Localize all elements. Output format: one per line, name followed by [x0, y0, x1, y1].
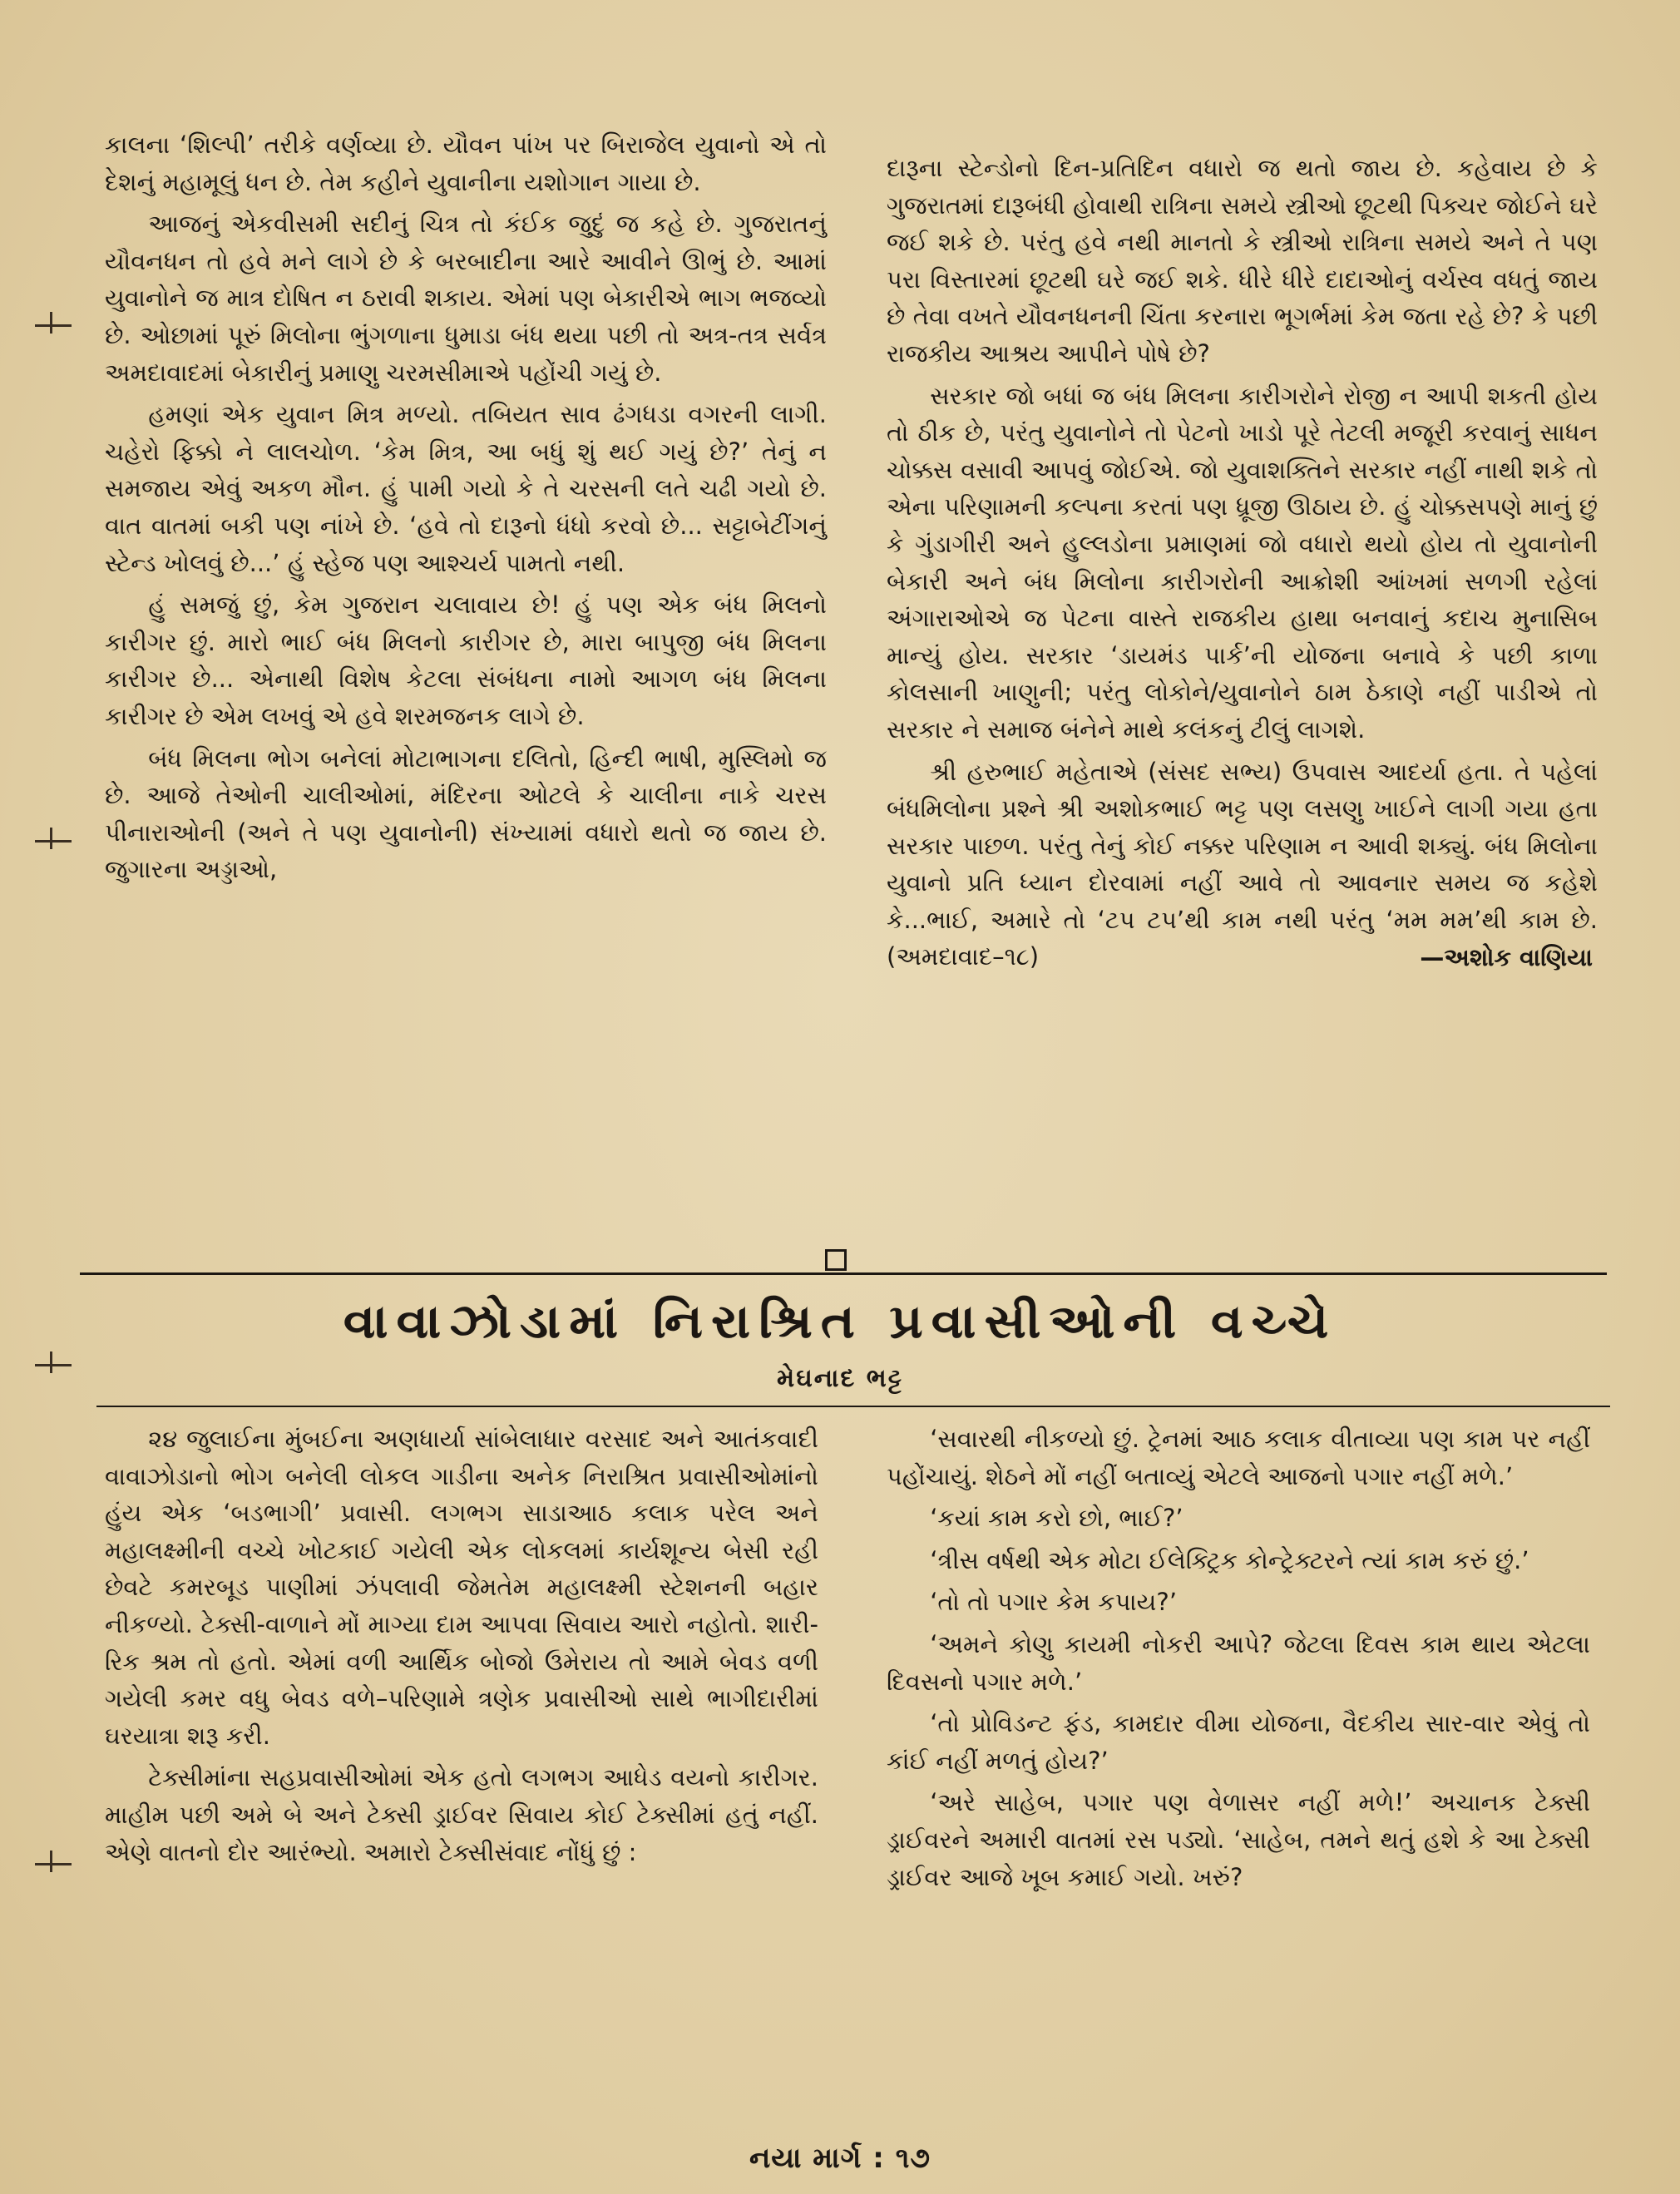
paragraph: ટેક્સીમાંના સહપ્રવાસીઓમાં એક હતો લગભગ આધેડ વયનો કારીગર. માહીમ પછી અમે બે અને ટેક્સી ડ્રાઈવર સિવાય કોઈ ટેક્સીમાં હતું નહીં. એણે વાતનો દોર આરંભ્યો. અમારો ટેક્સીસંવાદ નોંધું છું : [105, 1763, 818, 1866]
paragraph: આજનું એકવીસમી સદીનું ચિત્ર તો કંઈક જુદું જ કહે છે. ગુજરાતનું યૌવનધન તો હવે મને લાગે છે કે બરબાદીના આરે આવીને ઊભું છે. આમાં યુવાનોને જ માત્ર દોષિત ન ઠરાવી શકાય. એમાં પણ બેકારીએ ભાગ ભજવ્યો છે. ઓછામાં પૂરું મિલોના ભુંગળાના ધુમાડા બંધ થયા પછી તો અત્ર-તત્ર સર્વત્ર અમદાવાદમાં બેકારીનું પ્રમાણુ ચરમસીમાએ પહોંચી ગયું છે. [105, 210, 827, 387]
section-divider [80, 1272, 1607, 1275]
bottom-article-left-column [105, 1421, 818, 1870]
paragraph: દારૂના સ્ટેન્ડોનો દિન-પ્રતિદિન વધારો જ થતો જાય છે. કહેવાય છે કે ગુજરાતમાં દારૂબંધી હોવાથી રાત્રિના સમયે સ્ત્રીઓ છૂટથી પિક્ચર જોઈને ઘરે જઈ શકે છે. પરંતુ હવે નથી માનતો કે સ્ત્રીઓ રાત્રિના સમયે અને તે પણ પરા વિસ્તારમાં છૂટથી ઘરે જઈ શકે. ધીરે ધીરે દાદાઓનું વર્ચસ્વ વધતું જાય છે તેવા વખતે યૌવનધનની ચિંતા કરનારા ભૂગર્ભમાં કેમ જતા રહે છે? કે પછી રાજકીય આશ્રય આપીને પોષે છે? [887, 154, 1598, 368]
paragraph: હમણાં એક યુવાન મિત્ર મળ્યો. તબિયત સાવ ઢંગધડા વગરની લાગી. ચહેરો ફિક્કો ને લાલચોળ. ‘કેમ મિત્ર, આ બધું શું થઈ ગયું છે?’ તેનું ન સમજાય એવું અકળ મૌન. હું પામી ગયો કે તે ચરસની લતે ચઢી ગયો છે. વાત વાતમાં બકી પણ નાંખે છે. ‘હવે તો દારૂનો ધંધો કરવો છે... સટ્ટાબેટીંગનું સ્ટેન્ડ ખોલવું છે...’ હું સ્હેજ પણ આશ્ચર્ય પામતો નથી. [105, 400, 827, 577]
dialogue-line: ‘તો પ્રોવિડન્ટ ફંડ, કામદાર વીમા યોજના, વૈદકીય સાર-વાર એવું તો કાંઈ નહીં મળતું હોય?’ [887, 1709, 1590, 1775]
torn-edge-mark [35, 840, 72, 851]
paragraph: બંધ મિલના ભોગ બનેલાં મોટાભાગના દલિતો, હિન્દી ભાષી, મુસ્લિમો જ છે. આજે તેઓની ચાલીઓમાં, મંદિરના ઓટલે કે ચાલીના નાકે ચરસ પીનારાઓની (અને તે પણ યુવાનોની) સંખ્યામાં વધારો થતો જ જાય છે. જુગારના અડ્ડાઓ, [105, 744, 827, 884]
bottom-article-right-column [887, 1421, 1590, 1895]
paragraph: હું સમજું છું, કેમ ગુજરાન ચલાવાય છે! હું પણ એક બંધ મિલનો કારીગર છું. મારો ભાઈ બંધ મિલનો કારીગર છે, મારા બાપુજી બંધ મિલના કારીગર છે... એનાથી વિશેષ કેટલા સંબંધના નામો આગળ બંધ મિલના કારીગર છે એમ લખવું એ હવે શરમજનક લાગે છે. [105, 591, 827, 730]
paragraph: ૨૪ જુલાઈના મુંબઈના અણધાર્યા સાંબેલાધાર વરસાદ અને આતંકવાદી વાવાઝોડાનો ભોગ બનેલી લોકલ ગાડીના અનેક નિરાશ્રિત પ્રવાસીઓમાંનો હુંય એક ‘બડભાગી’ પ્રવાસી. લગભગ સાડાઆઠ કલાક પરેલ અને મહાલક્ષ્મીની વચ્ચે ખોટકાઈ ગયેલી એક લોકલમાં કાર્યશૂન્ય બેસી રહી છેવટે કમરબૂડ પાણીમાં ઝંપલાવી જેમતેમ મહાલક્ષ્મી સ્ટેશનની બહાર નીકળ્યો. ટેક્સી-વાળાને મોં માગ્યા દામ આપવા સિવાય આરો નહોતો. શારી-રિક શ્રમ તો હતો. એમાં વળી આર્થિક બોજો ઉમેરાય તો આમે બેવડ વળી ગયેલી કમર વધુ બેવડ વળે–પરિણામે ત્રણેક પ્રવાસીઓ સાથે ભાગીદારીમાં ઘરયાત્રા શરૂ કરી. [105, 1425, 818, 1750]
dialogue-line: ‘અમને કોણુ કાયમી નોકરી આપે? જેટલા દિવસ કામ થાય એટલા દિવસનો પગાર મળે.’ [887, 1629, 1590, 1696]
paragraph: શ્રી હરુભાઈ મહેતાએ (સંસદ સભ્ય) ઉપવાસ આદર્યા હતા. તે પહેલાં બંધમિલોના પ્રશ્ને શ્રી અશોકભાઈ ભટ્ટ પણ લસણુ ખાઈને લાગી ગયા હતા સરકાર પાછળ. પરંતુ તેનું કોઈ નક્કર પરિણામ ન આવી શક્યું. બંધ મિલોના યુવાનો પ્રતિ ધ્યાન દોરવામાં નહીં આવે તો આવનાર સમય જ કહેશે કે...ભાઈ, અમારે તો ‘ટપ ટપ’થી કામ નથી પરંતુ ‘મમ મમ’થી કામ છે. (અમદાવાદ–૧૮) [887, 757, 1598, 971]
top-article-right-column [887, 150, 1598, 976]
paragraph: કાલના ‘શિલ્પી’ તરીકે વર્ણવ્યા છે. યૌવન પાંખ પર બિરાજેલ યુવાનો એ તો દેશનું મહામૂલું ધન છે. તેમ કહીને યુવાનીના યશોગાન ગાયા છે. [105, 131, 827, 196]
article-headline: વાવાઝોડામાં નિરાશ્રિત પ્રવાસીઓની વચ્ચે [343, 1293, 1337, 1349]
dialogue-line: ‘ત્રીસ વર્ષથી એક મોટા ઈલેક્ટ્રિક કોન્ટ્રેક્ટરને ત્યાં કામ કરું છું.’ [930, 1545, 1529, 1574]
dialogue-line: ‘તો તો પગાર કેમ કપાય?’ [930, 1588, 1178, 1617]
headline-underline [96, 1406, 1610, 1407]
article-end-square-icon [825, 1249, 847, 1271]
torn-edge-mark [35, 324, 72, 335]
dialogue-line: ‘કયાં કામ કરો છો, ભાઈ?’ [930, 1504, 1183, 1533]
torn-edge-mark [35, 1863, 72, 1874]
dialogue-line: ‘અરે સાહેબ, પગાર પણ વેળાસર નહીં મળે!’ અચાનક ટેક્સી ડ્રાઈવરને અમારી વાતમાં રસ પડ્યો. ‘સાહેબ, તમને થતું હશે કે આ ટેક્સી ડ્રાઈવર આજે ખૂબ કમાઈ ગયો. ખરું? [887, 1788, 1590, 1891]
article-byline: —અશોક વાણિયા [1420, 943, 1593, 972]
paragraph: સરકાર જો બધાં જ બંધ મિલના કારીગરોને રોજી ન આપી શકતી હોય તો ઠીક છે, પરંતુ યુવાનોને તો પેટનો ખાડો પૂરે તેટલી મજૂરી કરવાનું સાધન ચોક્કસ વસાવી આપવું જોઈએ. જો યુવાશક્તિને સરકાર નહીં નાથી શકે તો એના પરિણામની કલ્પના કરતાં પણ ધ્રૂજી ઊઠાય છે. હું ચોક્કસપણે માનું છું કે ગુંડાગીરી અને હુલ્લડોના પ્રમાણમાં જો વધારો થયો હોય તો યુવાનોની બેકારી અને બંધ મિલોના કારીગરોની આક્રોશી આંખમાં સળગી રહેલાં અંગારાઓએ જ પેટના વાસ્તે રાજકીય હાથા બનવાનું કદાચ મુનાસિબ માન્યું હોય. સરકાર ‘ડાયમંડ પાર્ક’ની યોજના બનાવે કે પછી કાળા કોલસાની ખાણુની; પરંતુ લોકોને/યુવાનોને ઠામ ઠેકાણે નહીં પાડીએ તો સરકાર ને સમાજ બંનેને માથે કલંકનું ટીલું લાગશે. [887, 381, 1598, 744]
page-footer: નયા માર્ગ : ૧૭ [749, 2142, 931, 2175]
top-article-left-column [105, 126, 827, 888]
dialogue-line: ‘સવારથી નીકળ્યો છું. ટ્રેનમાં આઠ કલાક વીતાવ્યા પણ કામ પર નહીં પહોંચાયું. શેઠને મોં નહીં બતાવ્યું એટલે આજનો પગાર નહીં મળે.’ [887, 1425, 1590, 1490]
article-author: મેઘનાદ ભટ્ટ [777, 1364, 903, 1393]
